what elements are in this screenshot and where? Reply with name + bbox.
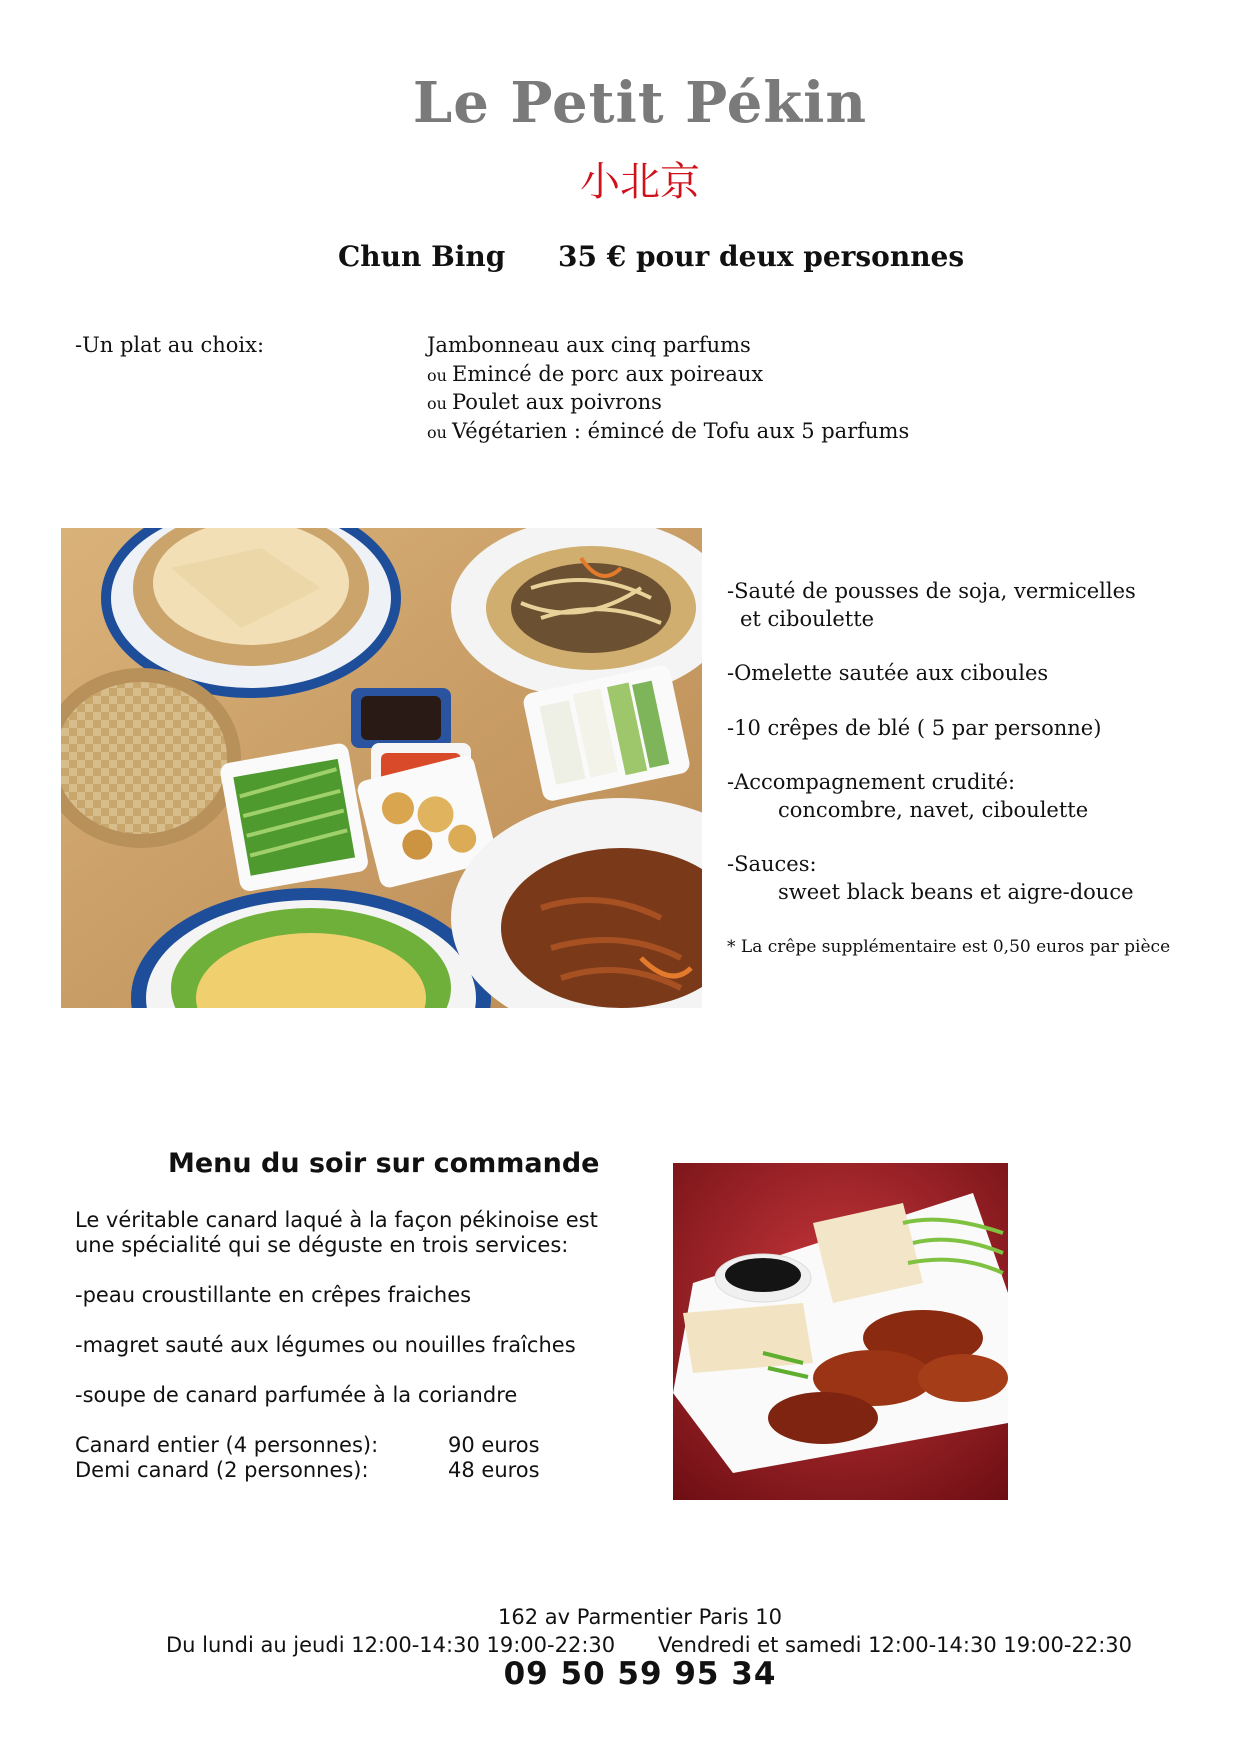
dishes-photo xyxy=(61,528,702,1008)
restaurant-title: Le Petit Pékin xyxy=(412,70,868,136)
included-omelette: -Omelette sautée aux ciboules xyxy=(727,661,1049,685)
dishes-photo-illustration xyxy=(61,528,702,1008)
plat-option-text: Emincé de porc aux poireaux xyxy=(452,361,764,386)
evening-intro-line: une spécialité qui se déguste en trois services: xyxy=(75,1233,569,1257)
note-text: La crêpe supplémentaire est 0,50 euros par pièce xyxy=(740,937,1171,957)
price-row xyxy=(75,1433,635,1458)
note-asterisk: * xyxy=(727,937,736,957)
price-value: 90 euros xyxy=(448,1433,540,1457)
evening-service: -magret sauté aux légumes ou nouilles fraîches xyxy=(75,1333,576,1357)
plat-option xyxy=(427,361,909,390)
included-crepes: -10 crêpes de blé ( 5 par personne) xyxy=(727,715,1102,740)
plat-option xyxy=(427,418,909,447)
plat-option-prefix: ou xyxy=(427,365,453,385)
included-sauces-items: sweet black beans et aigre-douce xyxy=(778,879,1134,904)
price-label: Demi canard (2 personnes): xyxy=(75,1458,369,1482)
price-row xyxy=(75,1458,635,1483)
plat-option-prefix: ou xyxy=(427,394,453,413)
included-list xyxy=(727,578,1207,906)
included-sauces-label: -Sauces: xyxy=(727,852,817,876)
peking-duck-illustration xyxy=(673,1163,1008,1500)
plat-option xyxy=(427,389,909,418)
price-label: Canard entier (4 personnes): xyxy=(75,1433,379,1457)
plat-option-text: Poulet aux poivrons xyxy=(452,390,662,414)
plat-option-text: Jambonneau aux cinq parfums xyxy=(427,333,751,357)
evening-heading: Menu du soir sur commande xyxy=(168,1148,600,1179)
extra-crepe-note xyxy=(727,934,1240,962)
included-saute-cont: et ciboulette xyxy=(740,606,875,631)
restaurant-chinese-name: 小北京 xyxy=(580,159,700,205)
evening-intro-line: Le véritable canard laqué à la façon pékinoise est xyxy=(75,1208,598,1232)
included-crudite-items: concombre, navet, ciboulette xyxy=(778,797,1089,822)
footer-phone: 09 50 59 95 34 xyxy=(503,1656,777,1692)
footer-hours-weekdays: Du lundi au jeudi 12:00-14:30 19:00-22:30 xyxy=(166,1633,616,1657)
plat-option-prefix: ou xyxy=(427,422,453,442)
included-crudite-label: -Accompagnement crudité: xyxy=(727,770,1016,794)
included-saute: -Sauté de pousses de soja, vermicelles xyxy=(727,579,1136,603)
evening-body xyxy=(75,1208,635,1483)
plat-option-text: Végétarien : émincé de Tofu aux 5 parfums xyxy=(452,418,910,443)
evening-service: -peau croustillante en crêpes fraiches xyxy=(75,1283,472,1307)
peking-duck-photo xyxy=(673,1163,1008,1500)
offer-price: 35 € pour deux personnes xyxy=(558,240,965,273)
offer-name: Chun Bing xyxy=(338,240,506,273)
plat-option xyxy=(427,332,909,361)
evening-service: -soupe de canard parfumée à la coriandre xyxy=(75,1383,518,1407)
footer-hours-weekend: Vendredi et samedi 12:00-14:30 19:00-22:30 xyxy=(658,1633,1132,1657)
price-value: 48 euros xyxy=(448,1458,540,1482)
footer-address: 162 av Parmentier Paris 10 xyxy=(498,1605,782,1629)
plat-options xyxy=(427,332,909,446)
plat-label: -Un plat au choix: xyxy=(75,333,265,357)
